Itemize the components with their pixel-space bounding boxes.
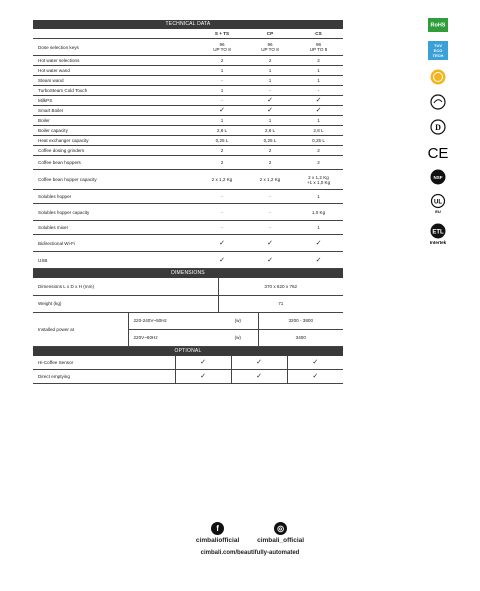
spec-value: 1: [246, 66, 294, 76]
spec-value: 2: [246, 146, 294, 156]
spec-row: [33, 190, 343, 204]
optional-value: ✓: [231, 356, 287, 370]
optional-value: ✓: [175, 356, 231, 370]
spec-row: [33, 170, 343, 190]
instagram-link[interactable]: ◎ cimbali_official: [257, 524, 305, 544]
ul-eu-logo-icon: [430, 194, 446, 214]
spec-value: -: [198, 76, 246, 86]
spec-row: [33, 221, 343, 235]
optional-row: [33, 356, 343, 370]
optional-value: ✓: [287, 370, 343, 384]
model-cs: CS: [294, 29, 343, 39]
spec-value: ✓: [294, 235, 343, 252]
svg-text:CE: CE: [428, 145, 448, 160]
spec-value: ✓: [294, 96, 343, 106]
spec-value: 1: [246, 76, 294, 86]
spec-label: Solubles mixer: [33, 221, 198, 235]
spec-value: 2: [198, 56, 246, 66]
spec-value: -: [198, 96, 246, 106]
spec-value: -: [198, 204, 246, 221]
spec-value: -: [198, 221, 246, 235]
spec-value: 2,6 L: [294, 126, 343, 136]
spec-value: 1: [294, 116, 343, 126]
technical-data-heading: TECHNICAL DATA: [33, 20, 343, 29]
technical-data-table: [33, 29, 343, 269]
spec-value: 0,25 L: [294, 136, 343, 146]
spec-value: 1,0 Kg: [294, 204, 343, 221]
model-cp: CP: [246, 29, 294, 39]
spec-label: Boiler: [33, 116, 198, 126]
power-voltage-1: 220-240V~50Hz: [128, 312, 218, 329]
spec-value: ✓: [294, 106, 343, 116]
spec-value: ✓: [246, 252, 294, 269]
spec-label: Hot water wand: [33, 66, 198, 76]
svg-text:ETL: ETL: [432, 229, 444, 236]
power-voltage-2: 220V~60Hz: [128, 329, 218, 346]
hygiene-seal-icon: [430, 94, 446, 110]
technical-data-sheet: [33, 20, 343, 384]
dimensions-heading: DIMENSIONS: [33, 269, 343, 278]
energy-badge-icon: [430, 69, 446, 85]
spec-value: 1: [198, 116, 246, 126]
spec-value: 1: [294, 190, 343, 204]
spec-value: 1: [198, 86, 246, 96]
spec-row: [33, 86, 343, 96]
ce-mark-icon: [428, 144, 448, 160]
intertek-etl-logo-icon: [426, 223, 450, 245]
spec-label: Heat exchanger capacity: [33, 136, 198, 146]
optional-value: ✓: [175, 370, 231, 384]
nsf-logo-icon: [430, 169, 446, 185]
svg-text:TECH: TECH: [432, 53, 444, 58]
svg-text:RoHS: RoHS: [430, 22, 446, 29]
spec-row: [33, 235, 343, 252]
optional-value: ✓: [231, 370, 287, 384]
spec-value: 2: [198, 146, 246, 156]
spec-row: [33, 204, 343, 221]
facebook-link[interactable]: f cimbaliofficial: [195, 524, 240, 544]
power-value-1: 3200 - 3800: [258, 312, 343, 329]
spec-value: 2: [294, 156, 343, 170]
optional-heading: OPTIONAL: [33, 347, 343, 356]
svg-text:Intertek: Intertek: [429, 240, 447, 245]
spec-label: Coffee dosing grinders: [33, 146, 198, 156]
power-row-1: [33, 312, 343, 329]
spec-value: 0,25 L: [246, 136, 294, 146]
d-mark-icon: [430, 119, 446, 135]
spec-value: 2,6 L: [246, 126, 294, 136]
spec-value: 96 UP TO 8: [246, 39, 294, 56]
tuv-eco-tech-logo: [428, 41, 448, 60]
spec-label: Hot water selections: [33, 56, 198, 66]
optional-table: [33, 356, 343, 385]
spec-value: -: [294, 86, 343, 96]
spec-row: [33, 39, 343, 56]
model-s-ts: S + TS: [198, 29, 246, 39]
spec-value: ✓: [198, 252, 246, 269]
spec-label: MilkPS: [33, 96, 198, 106]
spec-value: 96 UP TO 8: [198, 39, 246, 56]
spec-value: -: [246, 86, 294, 96]
certification-logos: [425, 18, 451, 254]
spec-value: 1: [294, 76, 343, 86]
spec-label: Steam wand: [33, 76, 198, 86]
spec-value: ✓: [246, 235, 294, 252]
spec-value: -: [246, 190, 294, 204]
spec-row: [33, 66, 343, 76]
spec-label: USB: [33, 252, 198, 269]
spec-value: 2 x 1,2 Kg +1 x 1,0 Kg: [294, 170, 343, 190]
spec-value: ✓: [198, 106, 246, 116]
power-value-2: 3400: [258, 329, 343, 346]
spec-value: 2: [246, 56, 294, 66]
svg-text:EU: EU: [435, 209, 441, 214]
spec-row: [33, 146, 343, 156]
spec-value: 2: [294, 146, 343, 156]
power-unit-2: (w): [218, 329, 258, 346]
dimensions-value: 370 x 620 x 762: [218, 278, 343, 295]
spec-label: TurboSteam Cold Touch: [33, 86, 198, 96]
optional-row: [33, 370, 343, 384]
spec-row: [33, 116, 343, 126]
spec-row: [33, 126, 343, 136]
svg-text:UL: UL: [434, 199, 442, 206]
spec-value: ✓: [198, 235, 246, 252]
spec-value: -: [246, 204, 294, 221]
spec-row: [33, 56, 343, 66]
spec-value: 96 UP TO 8: [294, 39, 343, 56]
rohs-logo: [428, 18, 448, 32]
spec-value: 1: [198, 66, 246, 76]
weight-value: 71: [218, 295, 343, 312]
spec-label: Coffee bean hoppers: [33, 156, 198, 170]
spec-row: [33, 96, 343, 106]
spec-label: Coffee bean hopper capacity: [33, 170, 198, 190]
spec-label: Boiler capacity: [33, 126, 198, 136]
power-unit-1: (w): [218, 312, 258, 329]
spec-value: 1: [294, 66, 343, 76]
spec-value: 2 x 1,2 Kg: [246, 170, 294, 190]
spec-label: Solubles hopper capacity: [33, 204, 198, 221]
instagram-icon: ◎: [274, 522, 287, 535]
svg-text:D: D: [435, 123, 441, 132]
weight-label: Weight (kg): [33, 295, 218, 312]
dimensions-row: [33, 278, 343, 295]
spec-value: ✓: [294, 252, 343, 269]
optional-value: ✓: [287, 356, 343, 370]
optional-label: Hi-Coffee Sensor: [33, 356, 175, 370]
svg-text:NSF: NSF: [433, 175, 443, 180]
spec-row: [33, 252, 343, 269]
spec-value: 2,6 L: [198, 126, 246, 136]
spec-label: Smart Boiler: [33, 106, 198, 116]
spec-value: 0,25 L: [198, 136, 246, 146]
spec-row: [33, 156, 343, 170]
svg-text:ECO: ECO: [433, 48, 443, 53]
spec-value: 2 x 1,2 Kg: [198, 170, 246, 190]
spec-label: Solubles hopper: [33, 190, 198, 204]
spec-row: [33, 76, 343, 86]
spec-value: 1: [246, 116, 294, 126]
facebook-icon: f: [211, 522, 224, 535]
spec-row: [33, 136, 343, 146]
footer: [180, 522, 320, 556]
power-label: Installed power at: [33, 312, 128, 346]
svg-text:TUV: TUV: [434, 43, 442, 48]
dimensions-label: Dimensions L x D x H (mm): [33, 278, 218, 295]
spec-value: -: [246, 221, 294, 235]
website-link[interactable]: cimbali.com/beautifully-automated: [200, 550, 300, 556]
weight-row: [33, 295, 343, 312]
spec-value: ✓: [246, 106, 294, 116]
spec-value: 2: [198, 156, 246, 170]
spec-value: -: [198, 190, 246, 204]
spec-label: Dose selection keys: [33, 39, 198, 56]
spec-value: 1: [294, 221, 343, 235]
spec-value: 2: [294, 56, 343, 66]
spec-value: ✓: [246, 96, 294, 106]
spec-value: 2: [246, 156, 294, 170]
spec-label: Bidirectional Wi-Fi: [33, 235, 198, 252]
spec-row: [33, 106, 343, 116]
model-header-row: [33, 29, 343, 39]
optional-label: Direct emptying: [33, 370, 175, 384]
dimensions-table: [33, 278, 343, 347]
